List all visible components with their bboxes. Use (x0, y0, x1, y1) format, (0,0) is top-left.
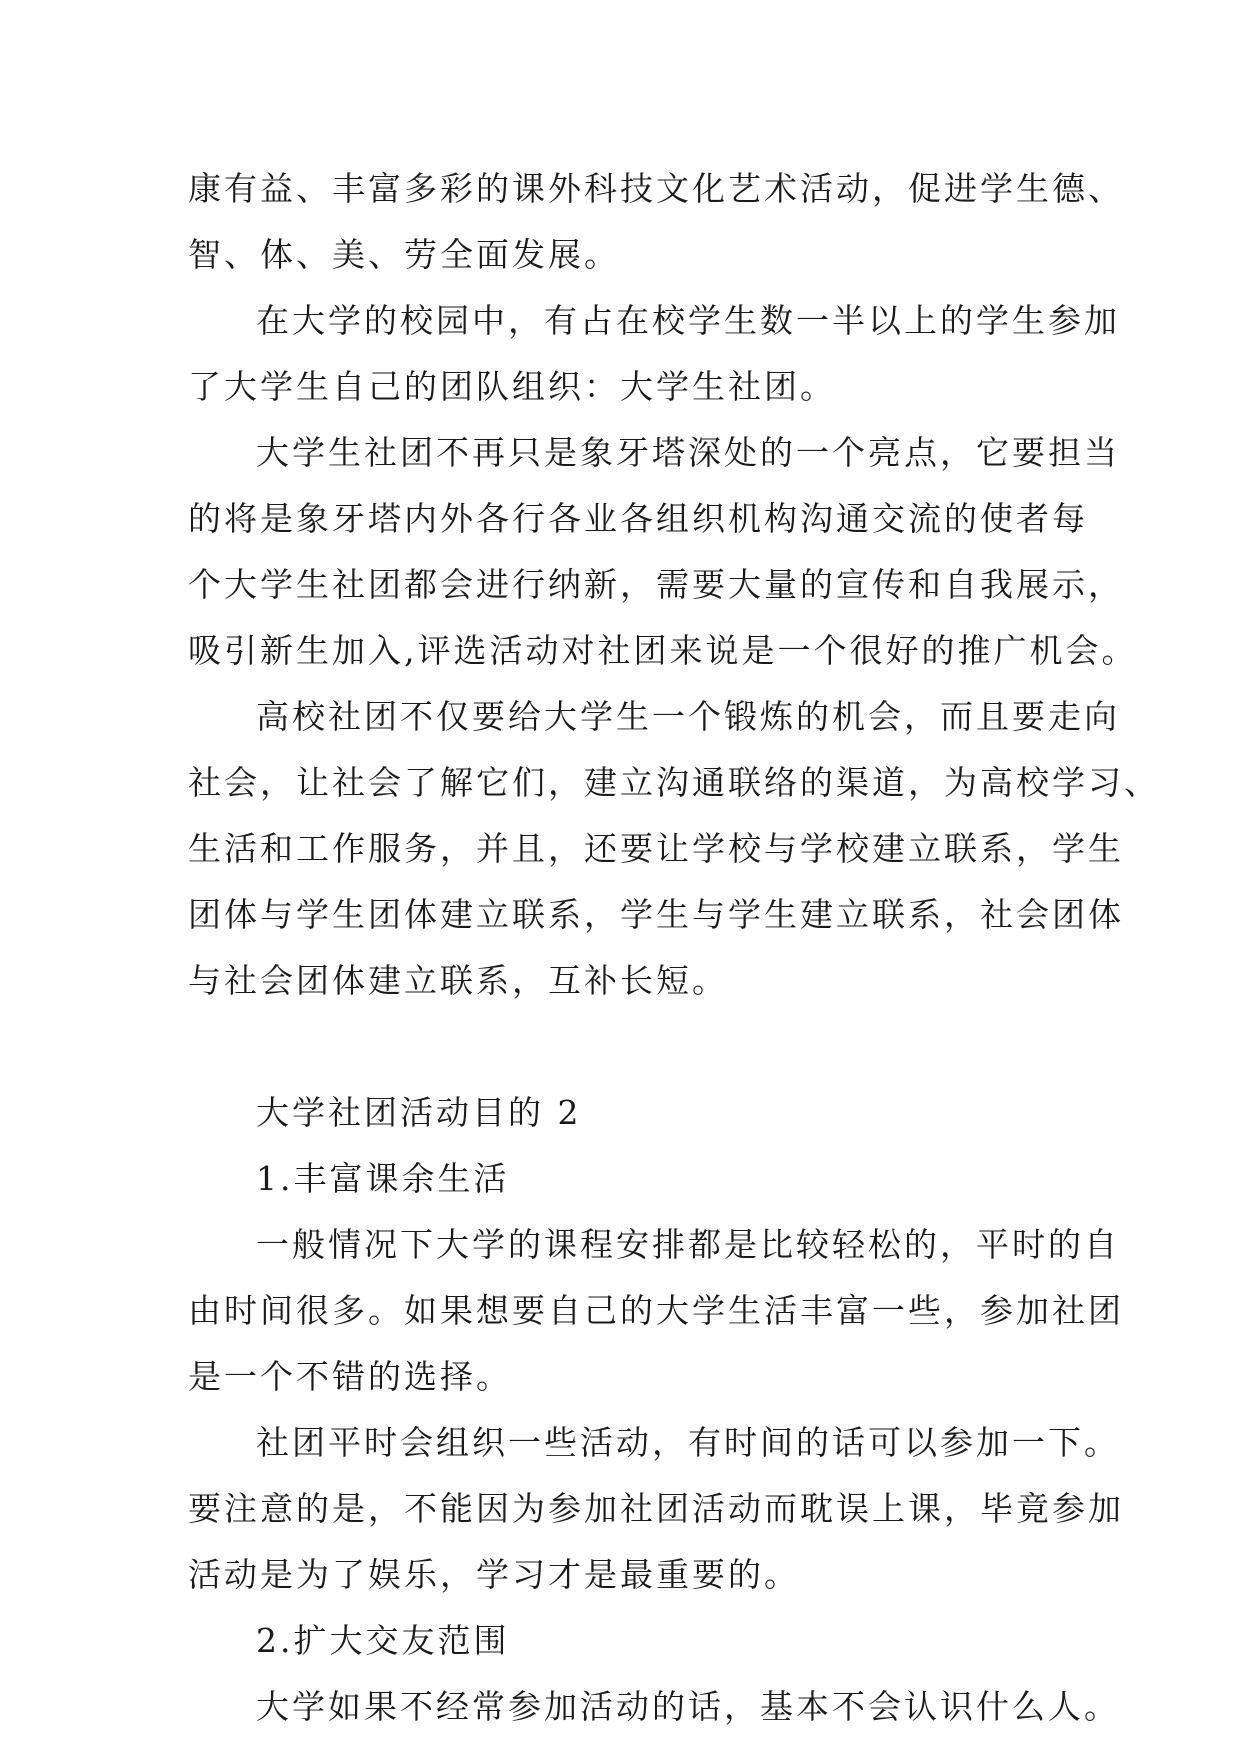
body-text-line: 团体与学生团体建立联系，学生与学生建立联系，社会团体 (188, 895, 1124, 934)
item-heading: 1.丰富课余生活 (256, 1159, 510, 1198)
body-text-line: 生活和工作服务，并且，还要让学校与学校建立联系，学生 (188, 829, 1124, 868)
body-text-line: 一般情况下大学的课程安排都是比较轻松的，平时的自 (256, 1225, 1120, 1264)
section-title: 大学社团活动目的 2 (256, 1093, 582, 1132)
blank-line (188, 1014, 1068, 1080)
body-text-line: 活动是为了娱乐，学习才是最重要的。 (188, 1555, 800, 1594)
body-text-line: 了大学生自己的团队组织：大学生社团。 (188, 367, 836, 406)
item-heading: 2.扩大交友范围 (256, 1621, 510, 1660)
body-text-line: 康有益、丰富多彩的课外科技文化艺术活动，促进学生德、 (188, 169, 1124, 208)
body-text-line: 与社会团体建立联系，互补长短。 (188, 961, 728, 1000)
body-text-line: 社会，让社会了解它们，建立沟通联络的渠道，为高校学习、 (188, 763, 1160, 802)
document-body (188, 156, 1160, 1740)
body-text-line: 社团平时会组织一些活动，有时间的话可以参加一下。 (256, 1423, 1120, 1462)
body-text-line: 智、体、美、劳全面发展。 (188, 235, 620, 274)
body-text-line: 大学如果不经常参加活动的话，基本不会认识什么人。 (256, 1687, 1120, 1726)
body-text-line: 大学生社团不再只是象牙塔深处的一个亮点，它要担当 (256, 433, 1120, 472)
body-text-line: 高校社团不仅要给大学生一个锻炼的机会，而且要走向 (256, 697, 1120, 736)
body-text-line: 吸引新生加入,评选活动对社团来说是一个很好的推广机会。 (188, 631, 1138, 670)
body-text-line: 个大学生社团都会进行纳新，需要大量的宣传和自我展示， (188, 565, 1124, 604)
body-text-line: 是一个不错的选择。 (188, 1357, 512, 1396)
body-text-line: 由时间很多。如果想要自己的大学生活丰富一些，参加社团 (188, 1291, 1124, 1330)
body-text-line: 要注意的是，不能因为参加社团活动而耽误上课，毕竟参加 (188, 1489, 1124, 1528)
body-text-line: 在大学的校园中，有占在校学生数一半以上的学生参加 (256, 301, 1120, 340)
body-text-line: 的将是象牙塔内外各行各业各组织机构沟通交流的使者每 (188, 499, 1088, 538)
